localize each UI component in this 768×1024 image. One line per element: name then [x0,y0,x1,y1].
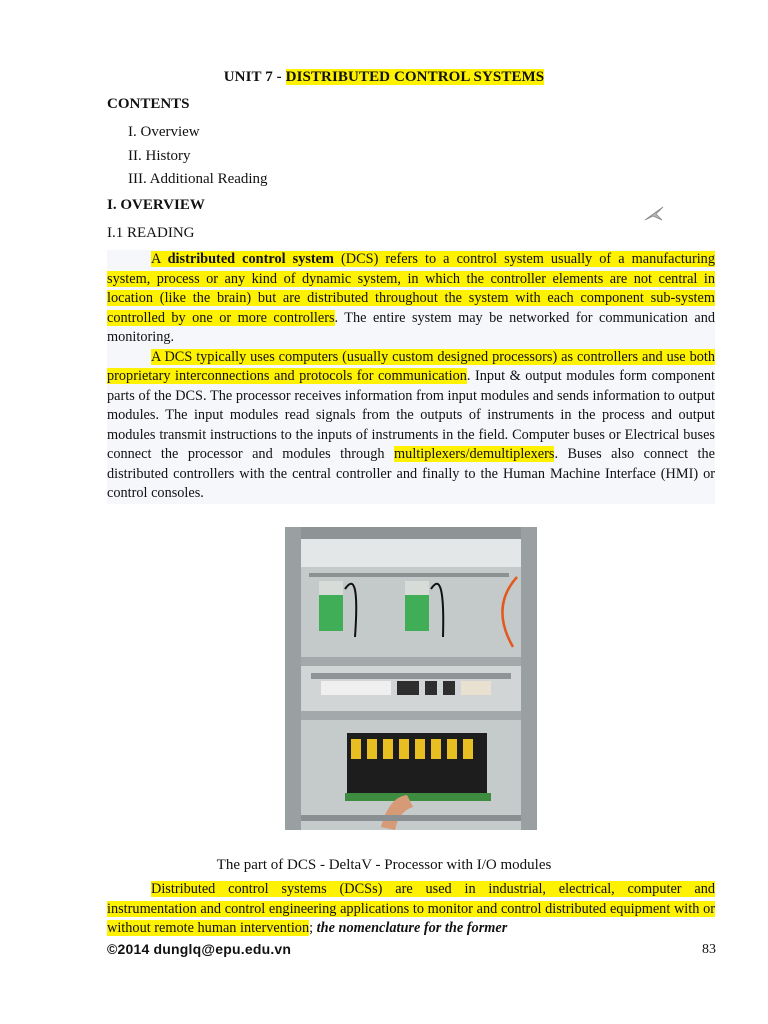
toc-item: I. Overview [128,124,200,140]
para3-highlight: Distributed control systems (DCSs) are used in industrial, electrical, computer and instrumentation and control engineering applications to monitor and control distributed equipment with or without remote human intervention [107,881,715,936]
para1-lead: A [151,251,168,267]
subsection-heading: I.1 READING [107,225,195,241]
reading-text [107,250,715,504]
figure-caption: The part of DCS - DeltaV - Processor with I/O modules [216,857,552,873]
para2-highlight: A DCS typically uses computers (usually custom designed processors) as controllers and use both proprietary interconnections and protocols for communication [107,348,715,384]
para1-hl-text: (DCS) refers to a control system usually of a manufacturing system, process or any kind of dynamic system, in which the controller elements are not central in location (like the brain) but are distributed throughout the system with each component sub-system controlled by one or more controllers [107,251,715,326]
para3-separator: ; [309,920,317,936]
unit-title-prefix: UNIT 7 - [223,69,286,85]
para2-text: . Input & output modules form component parts of the DCS. The processor receives information from input modules and sends information to output modules. The input modules read signals from the outputs of instruments in the process and output modules transmit instructions to the inputs of instruments in the field. Computer buses or Electrical buses connect the processor and modules through [107,368,716,462]
contents-list [128,122,268,193]
unit-title-highlight: DISTRIBUTED CONTROL SYSTEMS [285,69,545,85]
unit-title [0,69,768,86]
paragraph-3-block [107,880,715,939]
dcs-cabinet-photo [285,527,537,830]
footer-copyright: ©2014 dunglq@epu.edu.vn [107,941,292,957]
paragraph-2 [107,348,715,504]
section-heading: I. OVERVIEW [107,197,205,213]
cursor-icon [644,206,664,222]
para1-rest: . The entire system may be networked for communication and monitoring. [107,309,715,345]
term-dcs: distributed control system [167,251,334,267]
contents-heading: CONTENTS [107,96,190,112]
toc-item: II. History [128,147,191,164]
page-number: 83 [702,942,716,957]
toc-item: III. Additional Reading [128,171,268,187]
paragraph-1 [107,250,715,348]
para2-highlight-mux: multiplexers/demultiplexers [394,446,555,462]
para2-end: . Buses also connect the distributed controllers with the central controller and finally to the Human Machine Interface (HMI) or control consoles. [107,446,715,501]
para3-emphasis: the nomenclature for the former [316,920,508,936]
paragraph-3 [107,880,715,939]
